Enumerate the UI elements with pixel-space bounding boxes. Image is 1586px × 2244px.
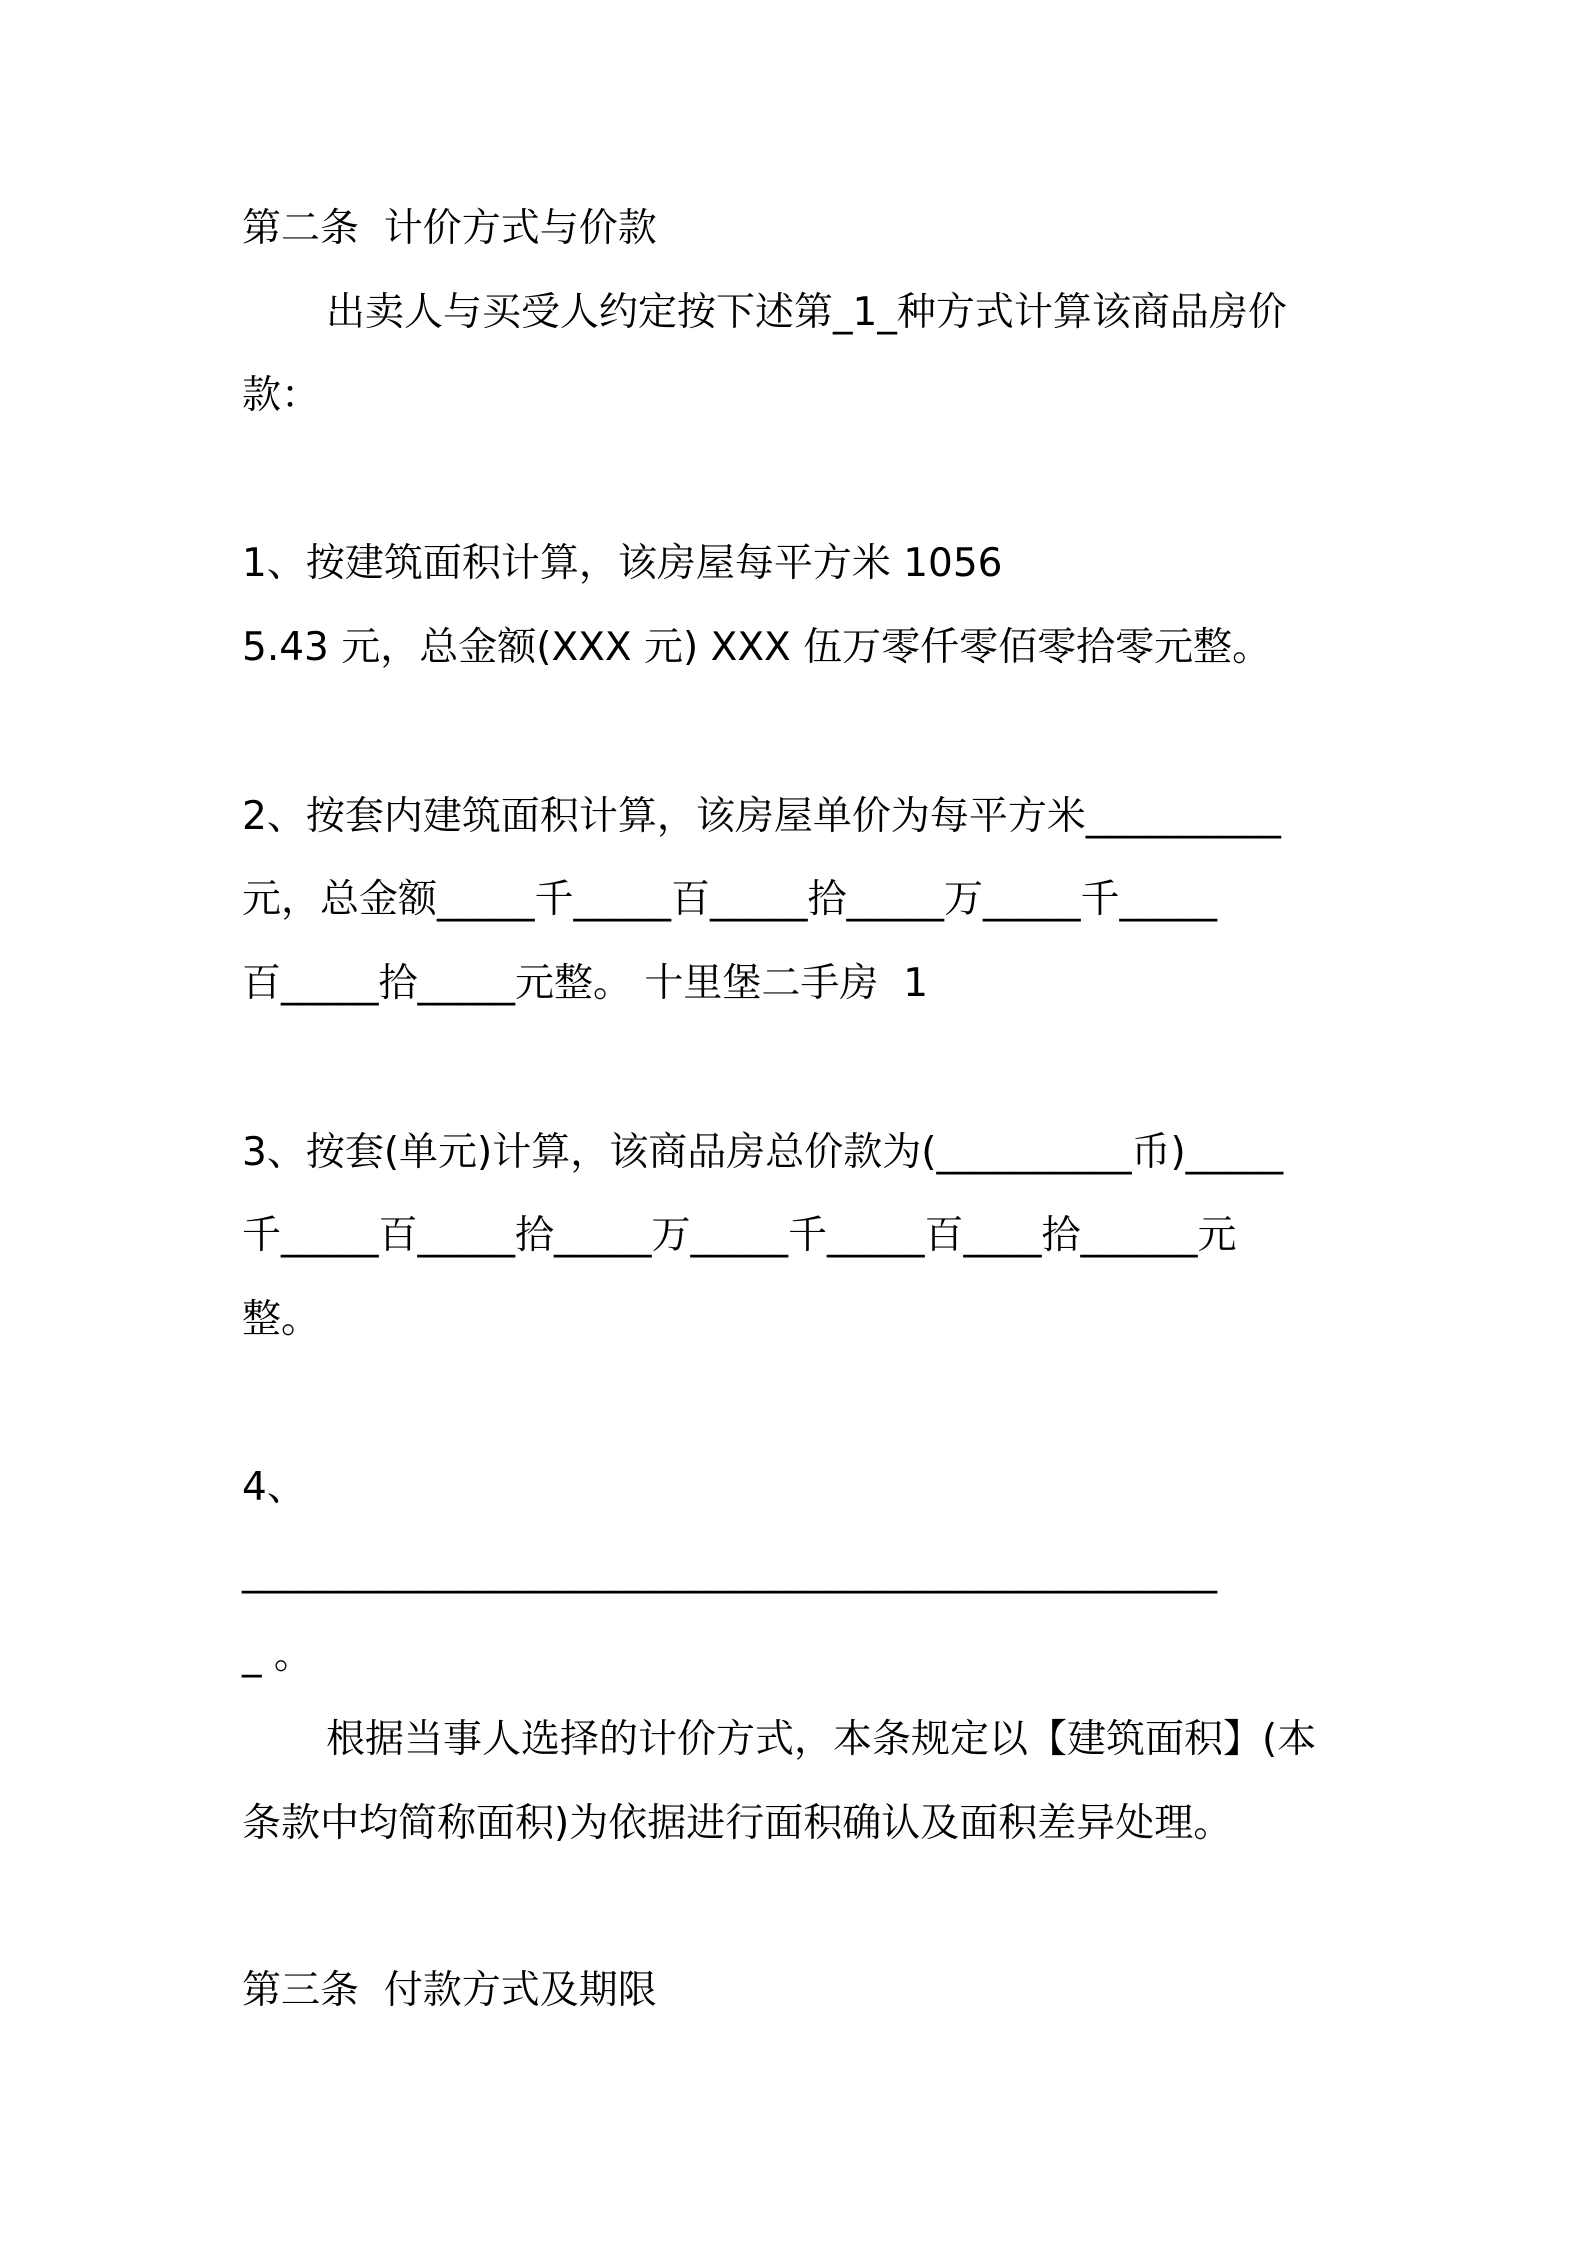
basis-paragraph-line-1: 根据当事人选择的计价方式，本条规定以【建筑面积】(本: [326, 1717, 1317, 1762]
intro-paragraph-line-1: 出卖人与买受人约定按下述第_1_种方式计算该商品房价: [326, 290, 1287, 335]
item-2-line-3: 百_____拾_____元整。 十里堡二手房 1: [242, 961, 929, 1006]
item-3-line-3: 整。: [242, 1297, 321, 1342]
item-3-line-2: 千_____百_____拾_____万_____千_____百____拾______元: [242, 1213, 1237, 1258]
item-2-line-1: 2、按套内建筑面积计算，该房屋单价为每平方米__________: [242, 794, 1281, 839]
item-4-blank-line: __________________________________________________: [242, 1549, 1217, 1594]
intro-paragraph-line-2: 款：: [242, 373, 321, 418]
item-4-line-1: 4、: [242, 1465, 306, 1510]
article-3-heading: 第三条 付款方式及期限: [242, 1968, 657, 2013]
item-1-line-1: 1、按建筑面积计算，该房屋每平方米 1056: [242, 541, 1003, 586]
basis-paragraph-line-2: 条款中均简称面积)为依据进行面积确认及面积差异处理。: [242, 1801, 1233, 1846]
item-4-line-3: _ 。: [242, 1633, 313, 1678]
article-2-heading: 第二条 计价方式与价款: [242, 206, 657, 251]
item-2-line-2: 元，总金额_____千_____百_____拾_____万_____千_____: [242, 877, 1218, 922]
item-3-line-1: 3、按套(单元)计算，该商品房总价款为(__________币)_____: [242, 1130, 1284, 1175]
item-1-line-2: 5.43 元，总金额(XXX 元) XXX 伍万零仟零佰零拾零元整。: [242, 625, 1272, 670]
